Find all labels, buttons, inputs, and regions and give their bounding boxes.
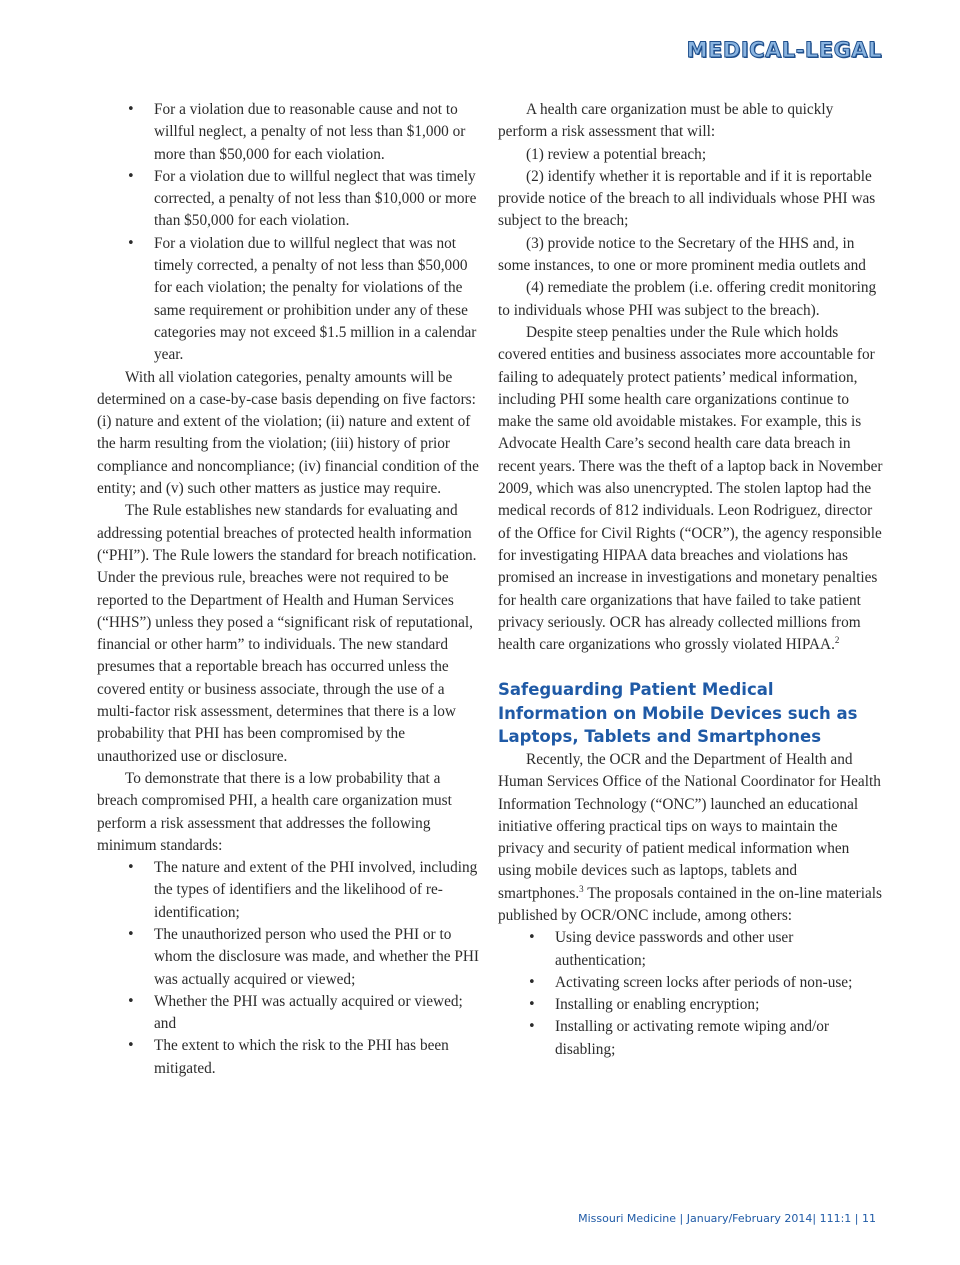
list-item: • The extent to which the risk to the PHI has been mitigated. [127, 1037, 449, 1077]
list-item: • The nature and extent of the PHI involved, including the types of identifiers and the likelihood of re-identification; [127, 859, 478, 921]
standards-list [97, 857, 479, 1080]
page-footer: Missouri Medicine | January/February 2014| 111:1 | 11 [578, 1212, 876, 1225]
list-item: • Activating screen locks after periods of non-use; [498, 972, 883, 994]
bullet-icon: • [127, 926, 135, 942]
bullet-icon: • [127, 860, 135, 876]
penalty-list [97, 99, 479, 367]
paragraph: Recently, the OCR and the Department of Health and Human Services Office of the National Coordinator for Health Information Technology (“ONC”) launched an educational initiative offering practical tips on ways to maintain the privacy and security of patient medical information when using mobile devices such as laptops, tablets and smartphones.$^3$ The proposals contained in the on-line materials published by OCR/ONC include, among others: [498, 750, 883, 924]
paragraph: With all violation categories, penalty amounts will be determined on a case-by-case basis depending on five factors: (i) nature and extent of the violation; (ii) nature and extent of the harm resulting from the violation; (iii) history of prior compliance and noncompliance; (iv) financial condition of the entity; and (v) such other matters as justice may require. [97, 368, 479, 498]
footnote-ref: 3 [579, 883, 584, 894]
paragraph: To demonstrate that there is a low probability that a breach compromised PHI, a health care organization must perform a risk assessment that addresses the following minimum standards: [97, 769, 452, 854]
bullet-icon: • [528, 1019, 536, 1035]
paragraph: The Rule establishes new standards for evaluating and addressing potential breaches of protected health information (“PHI”). The Rule lowers the standard for breach notification. Under the previous rule, breaches were not required to be reported to the Department of Health and Human Services (“HHS”) unless they posed a “significant risk of reputational, financial or other harm” to individuals. The new standard presumes that a reportable breach has occurred unless the covered entity or business associate, through the use of a multi-factor risk assessment, determines that there is a low probability that PHI has been compromised by the unauthorized use or disclosure. [97, 502, 477, 765]
bullet-icon: • [127, 1038, 135, 1054]
paragraph: Despite steep penalties under the Rule which holds covered entities and business associates more accountable for failing to adequately protect patients’ medical information, including PHI some health care organizations continue to make the same old avoidable mistakes. For example, this is Advocate Health Care’s second health care data breach in recent years. There was the theft of a laptop back in November 2009, which was also unencrypted. The stolen laptop had the medical records of 812 individuals. Leon Rodriguez, director of the Office for Civil Rights (“OCR”), the agency responsible for investigating HIPAA data breaches and violations has promised an increase in investigations and monetary penalties for health care organizations that have failed to take patient privacy seriously. OCR has already collected millions from health care organizations who grossly violated HIPAA.$^2$ [498, 323, 883, 654]
bullet-icon: • [528, 930, 536, 946]
footnote-ref: 2 [834, 635, 840, 646]
numbered-step: (1) review a potential breach; [526, 145, 707, 163]
bullet-icon: • [127, 235, 135, 251]
list-item: • The unauthorized person who used the PHI or to whom the disclosure was made, and whether the PHI was actually acquired or viewed; [127, 925, 479, 988]
list-item: • Installing or activating remote wiping and/or disabling; [528, 1018, 829, 1058]
paragraph: A health care organization must be able to quickly perform a risk assessment that will: [498, 101, 834, 141]
list-item: • Whether the PHI was actually acquired or viewed; and [127, 992, 463, 1033]
list-item: • For a violation due to reasonable cause and not to willful neglect, a penalty of not less than $1,000 or more than $50,000 for each violation. [127, 101, 466, 163]
list-item: • Using device passwords and other user authentication; [528, 929, 794, 969]
list-item: • For a violation due to willful neglect that was not timely corrected, a penalty of not less than $50,000 for each violation; the penalty for violations of the same requirement or prohibition under any of these categories may not exceed $1.5 million in a calendar year. [127, 234, 477, 364]
section-label: MEDICAL-LEGAL [686, 38, 882, 62]
bullet-icon: • [127, 993, 135, 1009]
bullet-icon: • [528, 974, 536, 990]
list-item: • Installing or enabling encryption; [498, 994, 883, 1016]
bullet-icon: • [127, 102, 135, 117]
numbered-step: (3) provide notice to the Secretary of the HHS and, in some instances, to one or more prominent media outlets and [498, 234, 866, 275]
left-column [97, 99, 479, 1080]
right-column [498, 99, 883, 1061]
section-heading: Safeguarding Patient Medical Information on Mobile Devices such as Laptops, Tablets and Smartphones [498, 680, 858, 747]
numbered-step: (4) remediate the problem (i.e. offering credit monitoring to individuals whose PHI was subject to the breach). [498, 279, 877, 319]
numbered-step: (2) identify whether it is reportable and if it is reportable provide notice of the breach to all individuals whose PHI was subject to the breach; [498, 167, 876, 230]
mobile-tips-list [498, 927, 883, 1061]
list-item: • For a violation due to willful neglect that was timely corrected, a penalty of not less than $10,000 or more than $50,000 for each violation. [127, 167, 477, 230]
bullet-icon: • [528, 997, 536, 1013]
bullet-icon: • [127, 168, 135, 184]
